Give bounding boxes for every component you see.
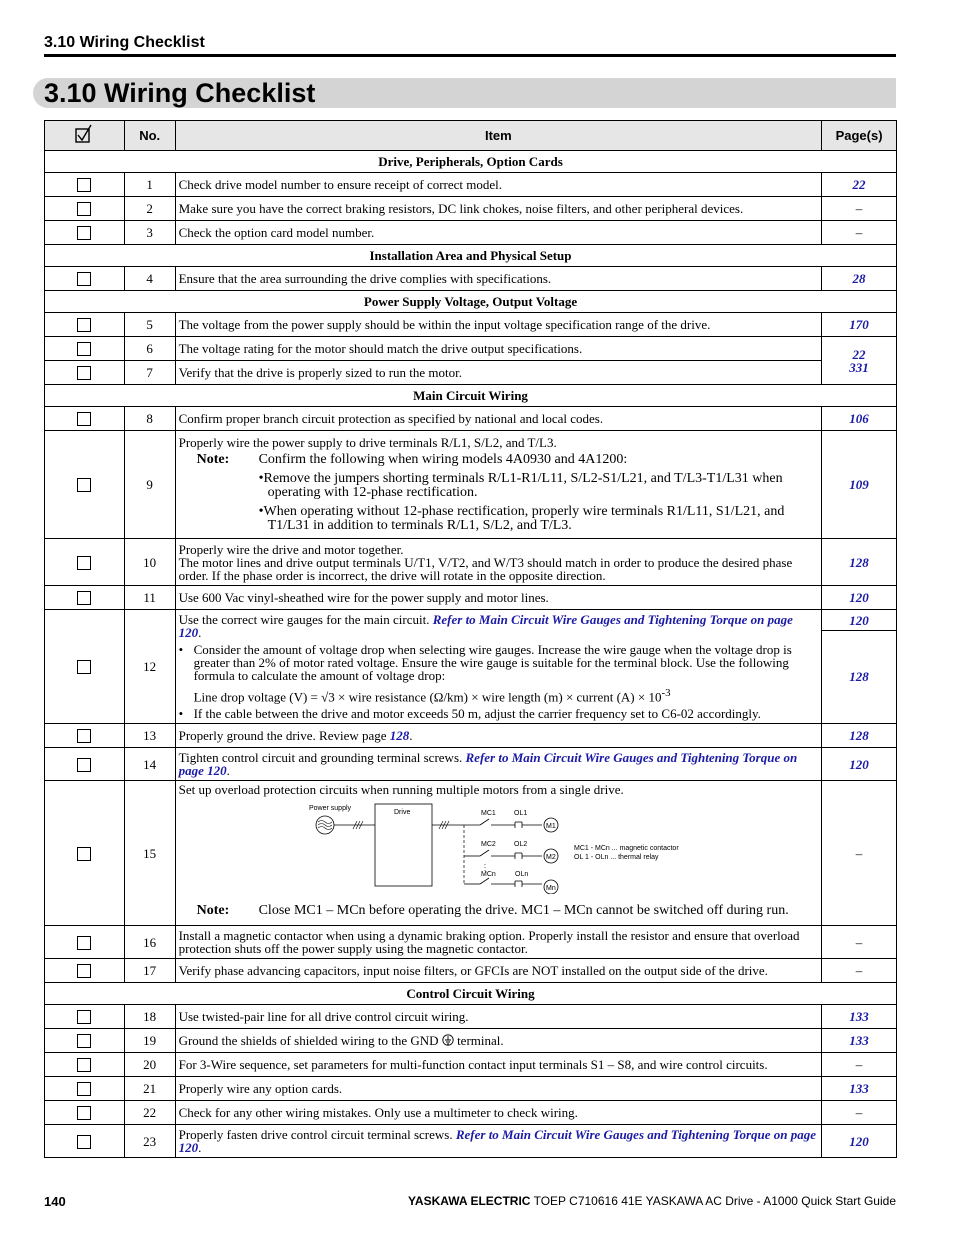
checkbox-19[interactable] (77, 1034, 91, 1048)
item-text: Properly wire the power supply to drive terminals R/L1, S/L2, and T/L3. (178, 435, 557, 450)
page-link[interactable]: 109 (822, 431, 897, 539)
mcn-label: MCn (480, 871, 496, 878)
item-number: 10 (124, 539, 175, 586)
item-text: Verify that the drive is properly sized to run the motor. (175, 361, 822, 385)
item-text: Tighten control circuit and grounding terminal screws. Refer to Main Circuit Wire Gauges and Tightening Torque on page 120. (175, 748, 822, 781)
item-text: Use the correct wire gauges for the main circuit. Refer to Main Circuit Wire Gauges and Tightening Torque on page 120. (178, 611, 793, 640)
section-row-main: Main Circuit Wiring (45, 385, 897, 407)
table-row (45, 173, 897, 197)
cross-reference-link[interactable]: Refer to Main Circuit Wire Gauges and Tightening Torque on page 120 (178, 611, 793, 640)
note-label: Note: (196, 903, 230, 918)
page-link[interactable]: 128 (822, 724, 897, 748)
item-text: Check for any other wiring mistakes. Only use a multimeter to check wiring. (175, 1101, 822, 1125)
item-number: 18 (124, 1005, 175, 1029)
page-ref: – (822, 1053, 897, 1077)
checkbox-23[interactable] (77, 1135, 91, 1149)
note-label: Note: (196, 452, 230, 467)
table-row (45, 267, 897, 291)
checkbox-11[interactable] (77, 591, 91, 605)
cross-reference-link[interactable]: Refer to Main Circuit Wire Gauges and Tightening Torque on page 120 (178, 1127, 817, 1155)
page-links (822, 610, 897, 724)
page-link[interactable]: 170 (822, 313, 897, 337)
page-ref: – (822, 197, 897, 221)
table-row (45, 959, 897, 983)
checkbox-18[interactable] (77, 1010, 91, 1024)
pages-column-header: Page(s) (822, 121, 897, 151)
section-row-drive: Drive, Peripherals, Option Cards (45, 151, 897, 173)
legend-contactor: MC1 - MCn ... magnetic contactor (573, 845, 679, 852)
note (179, 904, 819, 918)
item-cell (175, 781, 822, 926)
drive-box (375, 804, 432, 886)
page-link[interactable]: 331 (849, 359, 869, 375)
table-row (45, 586, 897, 610)
item-text: Ensure that the area surrounding the drive complies with specifications. (175, 267, 822, 291)
no-column-header: No. (124, 121, 175, 151)
item-text: The voltage from the power supply should be within the input voltage specification range of the drive. (175, 313, 822, 337)
page-link[interactable]: 133 (822, 1077, 897, 1101)
item-number: 12 (124, 610, 175, 724)
checkbox-checked-icon (75, 124, 93, 144)
page-link[interactable]: 22 (852, 346, 866, 362)
table-row (45, 1005, 897, 1029)
table-header-row (45, 121, 897, 151)
voltage-drop-formula: Line drop voltage (V) = √3 × wire resistance (Ω/km) × wire length (m) × current $(A) \times 10^{-3}$ (193, 686, 671, 705)
item-column-header: Item (175, 121, 822, 151)
page-number: 140 (44, 1194, 66, 1209)
table-row (45, 407, 897, 431)
motor-mn-label: Mn (545, 885, 556, 892)
check-column-header (45, 121, 125, 151)
item-number: 2 (124, 197, 175, 221)
table-row (45, 1101, 897, 1125)
page-link[interactable]: 120 (822, 748, 897, 781)
section-row-install: Installation Area and Physical Setup (45, 245, 897, 267)
checkbox-6[interactable] (77, 342, 91, 356)
note-bullet: •Remove the jumpers shorting terminals R/L1-R1/L11, S/L2-S1/L21, and T/L3-T1/L31 when operating with 12-phase rectification. (258, 471, 783, 500)
item-text: Verify phase advancing capacitors, input noise filters, or GFCIs are NOT installed on the output side of the drive. (175, 959, 822, 983)
table-row (45, 926, 897, 959)
ground-icon (442, 1034, 454, 1046)
page-ref: – (822, 959, 897, 983)
checkbox-12[interactable] (77, 660, 91, 674)
checkbox-17[interactable] (77, 964, 91, 978)
page-link[interactable]: 133 (822, 1029, 897, 1053)
table-row (45, 337, 897, 361)
item-number: 17 (124, 959, 175, 983)
table-row (45, 539, 897, 586)
item-text: Check drive model number to ensure receipt of correct model. (175, 173, 822, 197)
page-link[interactable]: 128 (849, 669, 869, 684)
item-number: 5 (124, 313, 175, 337)
checkbox-13[interactable] (77, 729, 91, 743)
item-text: Properly wire any option cards. (175, 1077, 822, 1101)
table-row (45, 1077, 897, 1101)
item-number: 6 (124, 337, 175, 361)
item-number: 1 (124, 173, 175, 197)
checkbox-21[interactable] (77, 1082, 91, 1096)
item-text: Use 600 Vac vinyl-sheathed wire for the power supply and motor lines. (175, 586, 822, 610)
page-link[interactable]: 133 (822, 1005, 897, 1029)
item-number: 13 (124, 724, 175, 748)
note-bullet: •When operating without 12-phase rectification, properly wire terminals R1/L11, S1/L21, and T1/L31 in addition to terminals R/L1, S/L2, and T/L3. (258, 504, 785, 533)
page-link[interactable]: 106 (822, 407, 897, 431)
page-ref: – (822, 781, 897, 926)
table-row (45, 197, 897, 221)
table-row (45, 1029, 897, 1053)
overload-protection-diagram (305, 802, 705, 894)
ol2-label: OL2 (513, 841, 527, 848)
table-row (45, 1053, 897, 1077)
item-number: 3 (124, 221, 175, 245)
note (179, 453, 819, 467)
checkbox-1[interactable] (77, 178, 91, 192)
note-text: Confirm the following when wiring models 4A0930 and 4A1200: (258, 452, 628, 467)
checkbox-7[interactable] (77, 366, 91, 380)
drive-label: Drive (393, 809, 410, 816)
running-head: 3.10 Wiring Checklist (44, 34, 205, 51)
wiring-checklist-table (44, 120, 897, 1158)
item-text: Use twisted-pair line for all drive control circuit wiring. (175, 1005, 822, 1029)
oln-label: OLn (514, 871, 528, 878)
checkbox-10[interactable] (77, 556, 91, 570)
item-number: 21 (124, 1077, 175, 1101)
section-title: 3.10 Wiring Checklist (44, 78, 316, 108)
item-number: 9 (124, 431, 175, 539)
item-number: 23 (124, 1125, 175, 1158)
mc1-label: MC1 (480, 810, 496, 817)
motor-m1-label: M1 (545, 823, 556, 830)
section-row-control: Control Circuit Wiring (45, 983, 897, 1005)
checkbox-14[interactable] (77, 758, 91, 772)
checkbox-8[interactable] (77, 412, 91, 426)
header-rule (44, 54, 896, 57)
item-text: Ground the shields of shielded wiring to the GND terminal. (175, 1029, 822, 1053)
item-text: Check the option card model number. (175, 221, 822, 245)
power-supply-label: Power supply (308, 805, 351, 812)
item-text: Set up overload protection circuits when running multiple motors from a single drive. (178, 782, 624, 797)
motor-m2-label: M2 (545, 854, 556, 861)
item-number: 16 (124, 926, 175, 959)
footer-doc-title: TOEP C710616 41E YASKAWA AC Drive - A1000 Quick Start Guide (530, 1194, 896, 1208)
checkbox-22[interactable] (77, 1106, 91, 1120)
checkbox-4[interactable] (77, 272, 91, 286)
table-row (45, 1125, 897, 1158)
table-row (45, 610, 897, 724)
item-text: Properly ground the drive. Review page 128. (175, 724, 822, 748)
item-number: 8 (124, 407, 175, 431)
item-number: 20 (124, 1053, 175, 1077)
checkbox-16[interactable] (77, 936, 91, 950)
table-row (45, 781, 897, 926)
footer-document-info (408, 1194, 896, 1208)
page-link[interactable]: 22 (822, 173, 897, 197)
checkbox-3[interactable] (77, 226, 91, 240)
checkbox-5[interactable] (77, 318, 91, 332)
page-link[interactable]: 120 (822, 1125, 897, 1158)
table-row (45, 313, 897, 337)
page-link[interactable]: 28 (822, 267, 897, 291)
page-ref: – (822, 221, 897, 245)
item-text: Install a magnetic contactor when using a dynamic braking option. Properly install the resistor and ensure that overload protection shuts off the power supply using the magnetic contactor. (175, 926, 822, 959)
cross-reference-link[interactable]: Refer to Main Circuit Wire Gauges and Tightening Torque on page 120 (178, 750, 798, 778)
item-number: 22 (124, 1101, 175, 1125)
item-cell (175, 539, 822, 586)
item-text: Confirm proper branch circuit protection as specified by national and local codes. (175, 407, 822, 431)
page-ref: – (822, 926, 897, 959)
page-link[interactable]: 120 (822, 610, 896, 631)
item-text: The voltage rating for the motor should match the drive output specifications. (175, 337, 822, 361)
item-number: 11 (124, 586, 175, 610)
item-text: Properly fasten drive control circuit terminal screws. Refer to Main Circuit Wire Gauges and Tightening Torque on page 120. (175, 1125, 822, 1158)
checkbox-2[interactable] (77, 202, 91, 216)
item-number: 15 (124, 781, 175, 926)
bullet-item: • If the cable between the drive and motor exceeds 50 m, adjust the carrier frequency set to C6-02 accordingly. (178, 706, 761, 722)
table-row (45, 221, 897, 245)
note-text: Close MC1 – MCn before operating the drive. MC1 – MCn cannot be switched off during run. (258, 903, 789, 918)
checkbox-20[interactable] (77, 1058, 91, 1072)
table-row (45, 361, 897, 385)
ol1-label: OL1 (513, 810, 527, 817)
page-link[interactable]: 120 (822, 586, 897, 610)
item-cell (175, 610, 822, 724)
item-text: Properly wire the drive and motor together. (178, 541, 404, 557)
item-cell (175, 431, 822, 539)
item-text: For 3-Wire sequence, set parameters for multi-function contact input terminals S1 – S8, and wire control circuits. (175, 1053, 822, 1077)
footer-brand: YASKAWA ELECTRIC (408, 1194, 531, 1208)
table-row (45, 724, 897, 748)
legend-thermal-relay: OL 1 - OLn ... thermal relay (573, 854, 659, 861)
page-links (822, 337, 897, 385)
page-link[interactable]: 128 (822, 539, 897, 586)
item-number: 7 (124, 361, 175, 385)
page-ref: – (822, 1101, 897, 1125)
checkbox-9[interactable] (77, 478, 91, 492)
table-row (45, 748, 897, 781)
item-text: Make sure you have the correct braking resistors, DC link chokes, noise filters, and other peripheral devices. (175, 197, 822, 221)
mc2-label: MC2 (480, 841, 496, 848)
cross-reference-link[interactable]: 128 (389, 728, 410, 743)
table-row (45, 431, 897, 539)
checkbox-15[interactable] (77, 847, 91, 861)
bullet-item: • Consider the amount of voltage drop when selecting wire gauges. Increase the wire gauge when the voltage drop is greater than 2% of motor rated voltage. Ensure the wire gauge is suitable for the terminal block. Use the following formula to calculate the amount of voltage drop: (178, 641, 792, 683)
section-row-power: Power Supply Voltage, Output Voltage (45, 291, 897, 313)
item-number: 4 (124, 267, 175, 291)
item-number: 19 (124, 1029, 175, 1053)
item-number: 14 (124, 748, 175, 781)
item-text: The motor lines and drive output terminals U/T1, V/T2, and W/T3 should match in order to produce the desired phase order. If the phase order is incorrect, the drive will rotate in the opposite direction. (178, 554, 793, 583)
